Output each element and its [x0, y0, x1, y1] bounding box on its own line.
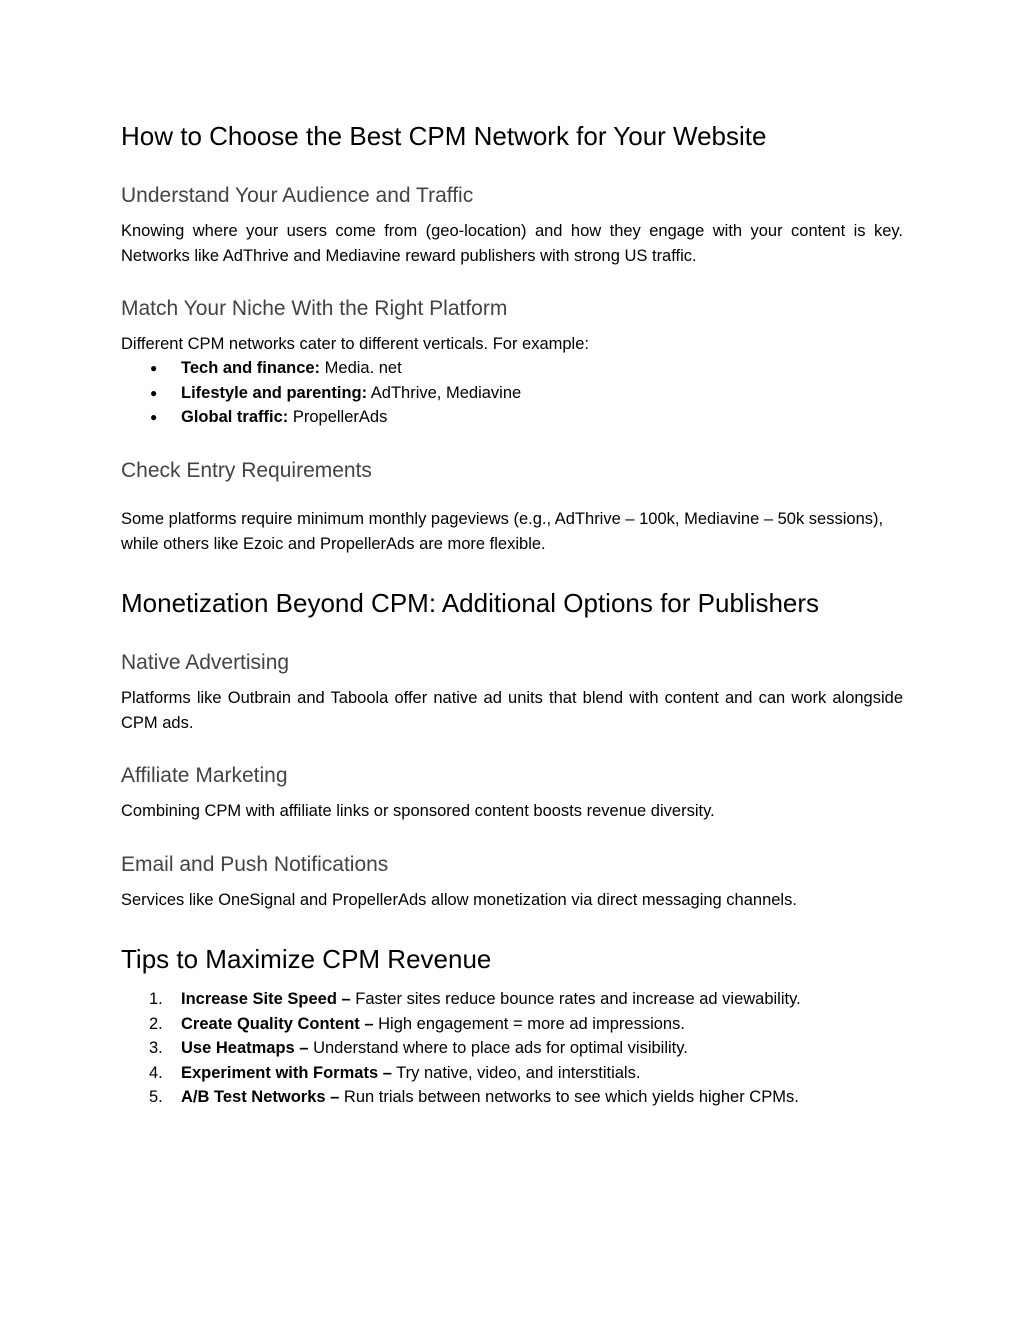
- subheading-entry-requirements: Check Entry Requirements: [121, 459, 372, 482]
- list-item-label: Increase Site Speed –: [181, 990, 351, 1008]
- list-item-label: Global traffic:: [181, 408, 289, 426]
- paragraph-native-advertising: Platforms like Outbrain and Taboola offer native ad units that blend with content and can work alongside CPM ads.: [121, 689, 903, 732]
- list-item: [121, 1061, 903, 1086]
- subheading-match-niche: Match Your Niche With the Right Platform: [121, 297, 508, 320]
- list-item-number: 4.: [149, 1063, 163, 1082]
- list-item: [121, 1036, 903, 1061]
- subheading-email-push: Email and Push Notifications: [121, 853, 389, 876]
- section-title-tips: Tips to Maximize CPM Revenue: [121, 944, 492, 974]
- niche-list: [121, 356, 903, 430]
- list-item-label: Experiment with Formats –: [181, 1063, 392, 1082]
- paragraph-entry-requirements: Some platforms require minimum monthly pageviews (e.g., AdThrive – 100k, Mediavine – 50k sessions), while others like Ezoic and PropellerAds are more flexible.: [121, 510, 884, 553]
- bullet-icon: ●: [150, 385, 158, 400]
- list-item-text: Faster sites reduce bounce rates and increase ad viewability.: [350, 990, 801, 1008]
- list-item-label: Use Heatmaps –: [181, 1039, 309, 1057]
- list-item-number: 3.: [149, 1039, 163, 1057]
- section-title-choose-network: How to Choose the Best CPM Network for Your Website: [121, 121, 767, 151]
- section-title-monetization-beyond: Monetization Beyond CPM: Additional Options for Publishers: [121, 588, 820, 618]
- paragraph-affiliate-marketing: Combining CPM with affiliate links or sponsored content boosts revenue diversity.: [121, 802, 715, 820]
- list-item-label: A/B Test Networks –: [181, 1088, 340, 1106]
- list-item-text: PropellerAds: [288, 408, 388, 426]
- subheading-native-advertising: Native Advertising: [121, 651, 290, 674]
- tips-list: [121, 987, 903, 1110]
- list-item-text: Understand where to place ads for optimal visibility.: [308, 1039, 688, 1057]
- paragraph-niche-intro: Different CPM networks cater to different verticals. For example:: [121, 335, 589, 353]
- list-item-number: 2.: [149, 1014, 163, 1033]
- list-item-label: Lifestyle and parenting:: [181, 383, 368, 402]
- list-item-text: Run trials between networks to see which yields higher CPMs.: [339, 1088, 799, 1106]
- subheading-affiliate-marketing: Affiliate Marketing: [121, 764, 288, 787]
- list-item-label: Tech and finance:: [181, 359, 321, 377]
- list-item-text: Media. net: [320, 359, 402, 377]
- paragraph-audience-traffic: Knowing where your users come from (geo-location) and how they engage with your content is key. Networks like AdThrive and Mediavine reward publishers with strong US traffic.: [121, 222, 903, 265]
- list-item: [121, 405, 903, 430]
- list-item: [121, 1085, 903, 1110]
- paragraph-email-push: Services like OneSignal and PropellerAds allow monetization via direct messaging channels.: [121, 891, 797, 909]
- list-item: [121, 356, 903, 381]
- list-item-number: 1.: [149, 990, 163, 1008]
- list-item: [121, 987, 903, 1012]
- bullet-icon: ●: [150, 410, 158, 424]
- bullet-icon: ●: [150, 361, 158, 375]
- list-item-text: High engagement = more ad impressions.: [373, 1014, 685, 1033]
- list-item: [121, 1012, 903, 1037]
- subheading-audience-traffic: Understand Your Audience and Traffic: [121, 184, 474, 207]
- list-item-label: Create Quality Content –: [181, 1014, 374, 1033]
- list-item-text: Try native, video, and interstitials.: [391, 1063, 641, 1082]
- list-item: [121, 381, 903, 406]
- list-item-text: AdThrive, Mediavine: [367, 383, 522, 402]
- list-item-number: 5.: [149, 1088, 163, 1106]
